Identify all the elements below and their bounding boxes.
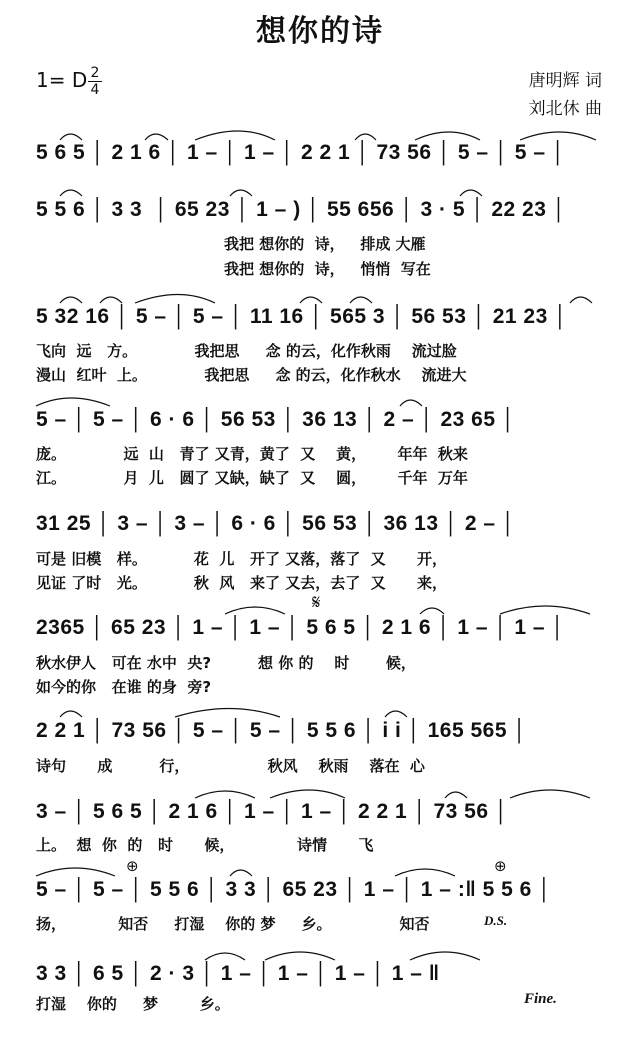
lyric-line-3-verse-2: 漫山 红叶 上。 我把思 念 的云，化作秋水 流进大 [36, 366, 467, 384]
lyric-line-5-verse-1: 可是 旧模 样。 花 儿 开了 又落，落了 又 开， [36, 550, 448, 568]
lyric-line-5-verse-2: 见证 了时 光。 秋 风 来了 又去，去了 又 来， [36, 574, 448, 592]
lyricist-credit: 唐明辉 词 [528, 71, 602, 91]
lyric-line-7-verse-1: 诗句 成 行， 秋风 秋雨 落在 心 [36, 757, 425, 775]
notation-line-2: 5 5 6 │ 3 3 │ 65 23 │ 1 – ) │ 55 656 │ 3 · 5 │ 22 23 │ [36, 198, 567, 221]
notation-line-6: 2365 │ 65 23 │ 1 – │ 1 – │ 5 6 5 │ 2 1 6 │ 1 – │ 1 – │ [36, 616, 565, 639]
notation-line-1: 5 6 5 │ 2 1 6 │ 1 – │ 1 – │ 2 2 1 │ 73 56 │ 5 – │ 5 – │ [36, 141, 566, 164]
lyric-line-10-verse-1: 打湿 你的 梦 乡。 [36, 995, 230, 1013]
dal-segno-mark: D.S. [484, 913, 508, 928]
fine-mark: Fine. [524, 991, 557, 1007]
lyric-line-4-verse-2: 江。 月 儿 圆了 又缺，缺了 又 圆， 千年 万年 [36, 469, 468, 487]
lyric-line-2-verse-2: 我把 想你的 诗， 悄悄 写在 [36, 260, 431, 278]
lyric-line-6-verse-1: 秋水伊人 可在 水中 央? 想 你 的 时 候， [36, 654, 416, 672]
notation-line-4: 5 – │ 5 – │ 6 · 6 │ 56 53 │ 36 13 │ 2 – │ 23 65 │ [36, 408, 516, 431]
notation-line-8: 3 – │ 5 6 5 │ 2 1 6 │ 1 – │ 1 – │ 2 2 1 │ 73 56 │ [36, 800, 509, 823]
lyric-line-8-verse-1: 上。 想 你 的 时 候， 诗情 飞 [36, 836, 374, 854]
lyric-line-2-verse-1: 我把 想你的 诗， 排成 大雁 [36, 235, 426, 253]
notation-line-9: 5 – │ 5 – │ 5 5 6 │ 3 3 │ 65 23 │ 1 – │ 1 – :‖ 5 5 6 │ [36, 878, 552, 901]
song-title: 想你的诗 [256, 14, 384, 49]
coda-mark-2: ⊕ [494, 857, 507, 875]
notation-line-7: 2 2 1 │ 73 56 │ 5 – │ 5 – │ 5 5 6 │ i i │ 165 565 │ [36, 719, 527, 742]
coda-mark-1: ⊕ [126, 857, 139, 875]
key-signature: 1= D [36, 68, 88, 92]
notation-line-3: 5 32 16 │ 5 – │ 5 – │ 11 16 │ 565 3 │ 56 53 │ 21 23 │ [36, 305, 568, 328]
time-sig-denominator: 4 [90, 82, 100, 98]
time-sig-numerator: 2 [90, 65, 100, 81]
lyric-line-6-verse-2: 如今的你 在谁 的身 旁? [36, 678, 212, 696]
lyric-line-3-verse-1: 飞向 远 方。 我把思 念 的云，化作秋雨 流过脸 [36, 342, 457, 360]
segno-mark: 𝄋 [312, 590, 321, 614]
notation-line-10: 3 3 │ 6 5 │ 2 · 3 │ 1 – │ 1 – │ 1 – │ 1 – ‖ [36, 962, 440, 985]
notation-line-5: 31 25 │ 3 – │ 3 – │ 6 · 6 │ 56 53 │ 36 13 │ 2 – │ [36, 512, 516, 535]
composer-credit: 刘北休 曲 [528, 99, 602, 119]
lyric-line-4-verse-1: 庞。 远 山 青了 又青，黄了 又 黄， 年年 秋来 [36, 445, 468, 463]
lyric-line-9-verse-1: 扬， 知否 打湿 你的 梦 乡。 知否 [36, 915, 430, 933]
